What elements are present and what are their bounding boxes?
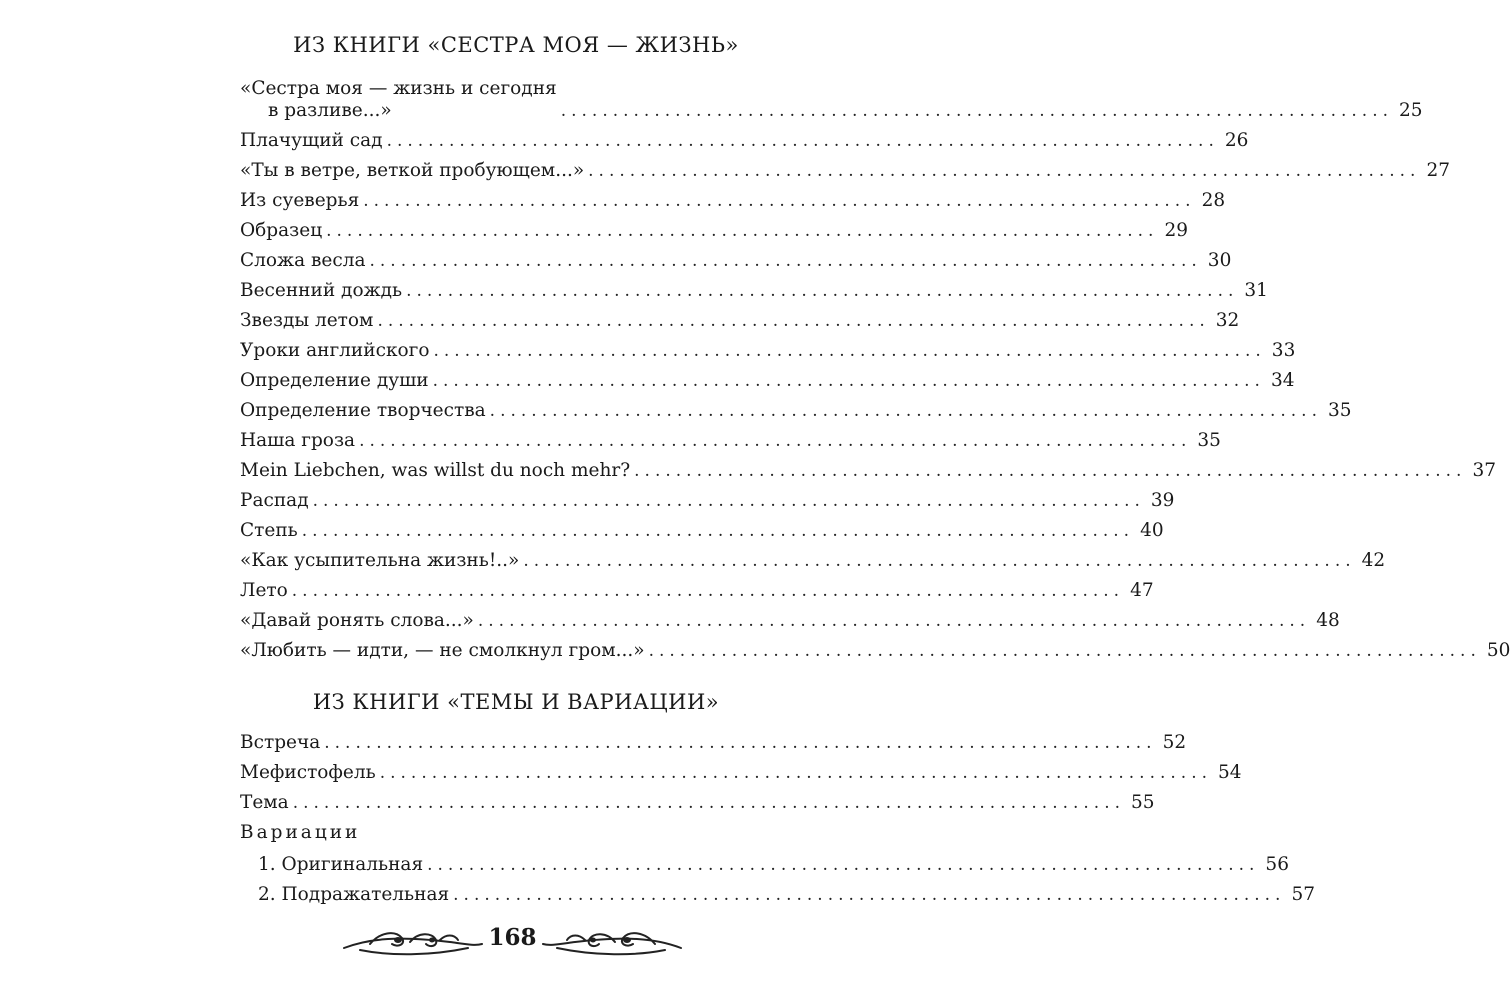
toc-entry xyxy=(240,242,1232,272)
toc-entry xyxy=(240,332,1296,362)
toc-entry-page: 30 xyxy=(1207,250,1232,271)
toc-entry-page: 28 xyxy=(1201,190,1226,211)
dot-leader: ................................................................................ xyxy=(489,401,1322,421)
toc-entry-page: 33 xyxy=(1271,340,1296,361)
dot-leader: ................................................................................ xyxy=(359,431,1192,451)
dot-leader: ................................................................................ xyxy=(560,101,1394,121)
dot-leader: ................................................................................ xyxy=(406,281,1239,301)
toc-entry-page: 56 xyxy=(1265,854,1289,875)
toc-entry xyxy=(240,362,1295,392)
dot-leader: ................................................................................ xyxy=(324,733,1157,753)
section-title-1: ИЗ КНИГИ «СЕСТРА МОЯ — ЖИЗНЬ» xyxy=(293,33,739,57)
toc-entry-title: Плачущий сад xyxy=(240,130,383,151)
toc-entry-page: 39 xyxy=(1150,490,1175,511)
toc-entry-title: Mein Liebchen, was willst du noch mehr? xyxy=(240,460,631,481)
toc-entry xyxy=(240,122,1249,152)
dot-leader: ................................................................................ xyxy=(379,763,1213,783)
toc-entry-title: Звезды летом xyxy=(240,310,374,331)
toc-entry-title: Образец xyxy=(240,220,323,241)
subheading-variations: Вариации xyxy=(240,822,361,843)
dot-leader: ................................................................................ xyxy=(292,793,1126,813)
dot-leader: ................................................................................ xyxy=(301,521,1135,541)
toc-entry-title: Определение творчества xyxy=(240,400,486,421)
toc-entry-page: 26 xyxy=(1224,130,1249,151)
page-number: 168 xyxy=(488,924,537,951)
toc-entry-title: Тема xyxy=(240,792,289,813)
toc-entry-page: 35 xyxy=(1327,400,1352,421)
section-title-2: ИЗ КНИГИ «ТЕМЫ И ВАРИАЦИИ» xyxy=(312,690,720,714)
dot-leader: ................................................................................ xyxy=(648,641,1481,661)
toc-entry xyxy=(240,272,1268,302)
toc-entry xyxy=(240,392,1352,422)
toc-entry-title: Распад xyxy=(240,490,309,511)
toc-entry xyxy=(240,632,1510,662)
toc-entry-page: 42 xyxy=(1361,550,1386,571)
dot-leader: ................................................................................ xyxy=(432,371,1265,391)
toc-entry-page: 31 xyxy=(1244,280,1268,301)
dot-leader: ................................................................................ xyxy=(453,885,1286,905)
toc-entry-page: 55 xyxy=(1131,792,1155,813)
page-footer xyxy=(340,918,685,964)
toc-entry xyxy=(240,784,1155,814)
dot-leader: ................................................................................ xyxy=(312,491,1145,511)
toc-entry-page: 52 xyxy=(1162,732,1187,753)
toc-entry xyxy=(240,302,1240,332)
dot-leader: ................................................................................ xyxy=(326,221,1159,241)
toc-entry xyxy=(240,542,1386,572)
toc-entry-title: 1. Оригинальная xyxy=(258,854,424,875)
toc-entry xyxy=(240,212,1188,242)
toc-entry-page: 50 xyxy=(1486,640,1510,661)
toc-entry xyxy=(240,754,1242,784)
toc-entry-page: 48 xyxy=(1316,610,1340,631)
toc-entry xyxy=(240,512,1164,542)
toc-entry xyxy=(240,452,1497,482)
toc-subentry xyxy=(240,846,1289,876)
toc-entry-title: «Любить — идти, — не смолкнул гром...» xyxy=(240,640,645,661)
toc-entry-title: Мефистофель xyxy=(240,762,376,783)
toc-entry-title-line1: «Сестра моя — жизнь и сегодня xyxy=(240,78,557,99)
dot-leader: ................................................................................ xyxy=(363,191,1196,211)
toc-entry-title: Из суеверья xyxy=(240,190,360,211)
toc-entry-page: 47 xyxy=(1130,580,1154,601)
toc-entry-title: Определение души xyxy=(240,370,429,391)
toc-entry xyxy=(240,724,1187,754)
toc-entry-page: 27 xyxy=(1426,160,1451,181)
dot-leader: ................................................................................ xyxy=(427,855,1260,875)
dot-leader: ................................................................................ xyxy=(523,551,1356,571)
dot-leader: ................................................................................ xyxy=(291,581,1125,601)
toc-entry-title: Наша гроза xyxy=(240,430,356,451)
toc-entry-title: «Как усыпительна жизнь!..» xyxy=(240,550,520,571)
toc-entry-title xyxy=(240,78,561,122)
toc-entry xyxy=(240,152,1451,182)
dot-leader: ................................................................................ xyxy=(634,461,1467,481)
toc-entry-title: «Ты в ветре, веткой пробующем...» xyxy=(240,160,585,181)
toc-entry-page: 25 xyxy=(1399,100,1423,121)
toc-page xyxy=(240,0,1510,1000)
toc-entry-page: 35 xyxy=(1197,430,1221,451)
toc-entry-title: Лето xyxy=(240,580,288,601)
dot-leader: ................................................................................ xyxy=(386,131,1219,151)
toc-entry-title: Уроки английского xyxy=(240,340,430,361)
toc-entry-title: Весенний дождь xyxy=(240,280,403,301)
toc-subentry xyxy=(240,876,1316,906)
dot-leader: ................................................................................ xyxy=(377,311,1210,331)
toc-entry-page: 34 xyxy=(1270,370,1295,391)
toc-entry-title: «Давай ронять слова...» xyxy=(240,610,474,631)
toc-entry xyxy=(240,422,1221,452)
dot-leader: ................................................................................ xyxy=(588,161,1421,181)
toc-entry-page: 57 xyxy=(1291,884,1316,905)
toc-entry-page: 32 xyxy=(1215,310,1240,331)
dot-leader: ................................................................................ xyxy=(369,251,1202,271)
toc-entry-title: Сложа весла xyxy=(240,250,366,271)
toc-entry-page: 54 xyxy=(1218,762,1242,783)
toc-entry-page: 29 xyxy=(1164,220,1188,241)
toc-entry xyxy=(240,572,1154,602)
toc-entry-title: 2. Подражательная xyxy=(258,884,450,905)
toc-entry-title: Степь xyxy=(240,520,298,541)
dot-leader: ................................................................................ xyxy=(433,341,1266,361)
toc-entry-page: 40 xyxy=(1140,520,1164,541)
toc-entry-title-line2: в разливе...» xyxy=(268,100,392,121)
dot-leader: ................................................................................ xyxy=(477,611,1311,631)
toc-entry xyxy=(240,70,1423,122)
toc-entry xyxy=(240,182,1226,212)
toc-entry xyxy=(240,602,1340,632)
toc-entry-page: 37 xyxy=(1472,460,1497,481)
toc-entry-title: Встреча xyxy=(240,732,321,753)
toc-entry xyxy=(240,482,1175,512)
